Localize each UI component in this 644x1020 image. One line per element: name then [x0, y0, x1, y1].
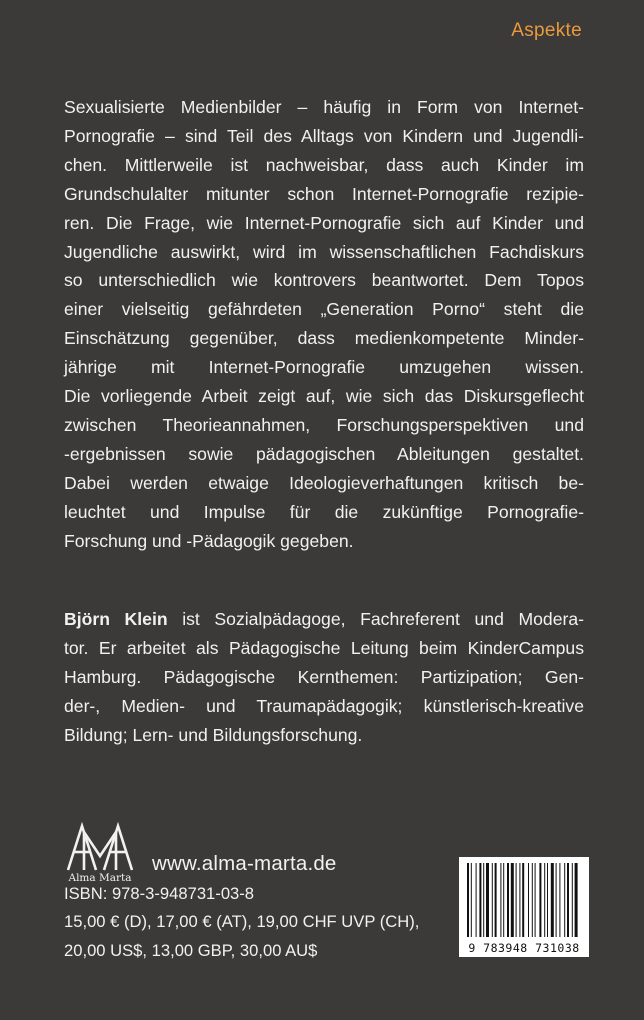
blurb-line: Pornografie – sind Teil des Alltags von Kindern und Jugendli- [64, 125, 584, 146]
blurb-line: so unterschiedlich wie kontrovers beantwortet. Dem Topos [64, 270, 584, 291]
blurb-line: Die vorliegende Arbeit zeigt auf, wie sich das Diskursgeflecht [64, 386, 584, 407]
bio-line: tor. Er arbeitet als Pädagogische Leitung beim KinderCampus [64, 637, 584, 658]
blurb-line: leuchtet und Impulse für die zukünftige Pornografie- [64, 501, 584, 522]
blurb-line: zwischen Theorieannahmen, Forschungsperspektiven und [64, 414, 584, 435]
publisher-logo-text: Alma Marta [68, 872, 132, 884]
bio-line [64, 605, 584, 634]
blurb-line: ren. Die Frage, wie Internet-Pornografie sich auf Kinder und [64, 212, 584, 233]
author-bio [64, 605, 584, 750]
publisher-logo [60, 818, 140, 888]
blurb-line: Forschung und -Pädagogik gegeben. [64, 530, 354, 551]
blurb-line: jährige mit Internet-Pornografie umzugehen wissen. [64, 357, 584, 378]
blurb-line: Jugendliche auswirkt, wird im wissenschaftlichen Fachdiskurs [64, 241, 584, 262]
blurb-line: -ergebnissen sowie pädagogischen Ableitungen gestaltet. [64, 443, 584, 464]
bio-text: ist Sozialpädagoge, Fachreferent und Modera- [167, 609, 584, 629]
isbn-barcode [459, 857, 589, 957]
book-blurb [64, 93, 584, 556]
alma-marta-logo-icon [60, 818, 140, 874]
blurb-line: einer vielseitig gefährdeten „Generation Porno“ steht die [64, 299, 584, 320]
publisher-url[interactable]: www.alma-marta.de [152, 852, 337, 875]
isbn-line: ISBN: 978-3-948731-03-8 [64, 884, 255, 903]
blurb-line: Sexualisierte Medienbilder – häufig in Form von Internet- [64, 97, 584, 117]
bio-line: Bildung; Lern- und Bildungsforschung. [64, 724, 363, 745]
bio-line: Hamburg. Pädagogische Kernthemen: Partizipation; Gen- [64, 666, 584, 687]
blurb-line: Einschätzung gegenüber, dass medienkompetente Minder- [64, 328, 584, 349]
bio-line: der-, Medien- und Traumapädagogik; künstlerisch-kreative [64, 695, 584, 716]
price-line-2: 20,00 US$, 13,00 GBP, 30,00 AU$ [64, 941, 318, 960]
series-label: Aspekte [511, 20, 582, 41]
price-line-1: 15,00 € (D), 17,00 € (AT), 19,00 CHF UVP (CH), [64, 912, 420, 931]
blurb-line: Grundschulalter mitunter schon Internet-Pornografie rezipie- [64, 183, 584, 204]
blurb-line: chen. Mittlerweile ist nachweisbar, dass auch Kinder im [64, 154, 584, 175]
barcode-bars-icon [467, 863, 581, 937]
barcode-number: 9 783948 731038 [468, 941, 580, 955]
author-name: Björn Klein [64, 609, 168, 629]
blurb-line: Dabei werden etwaige Ideologieverhaftungen kritisch be- [64, 472, 584, 493]
